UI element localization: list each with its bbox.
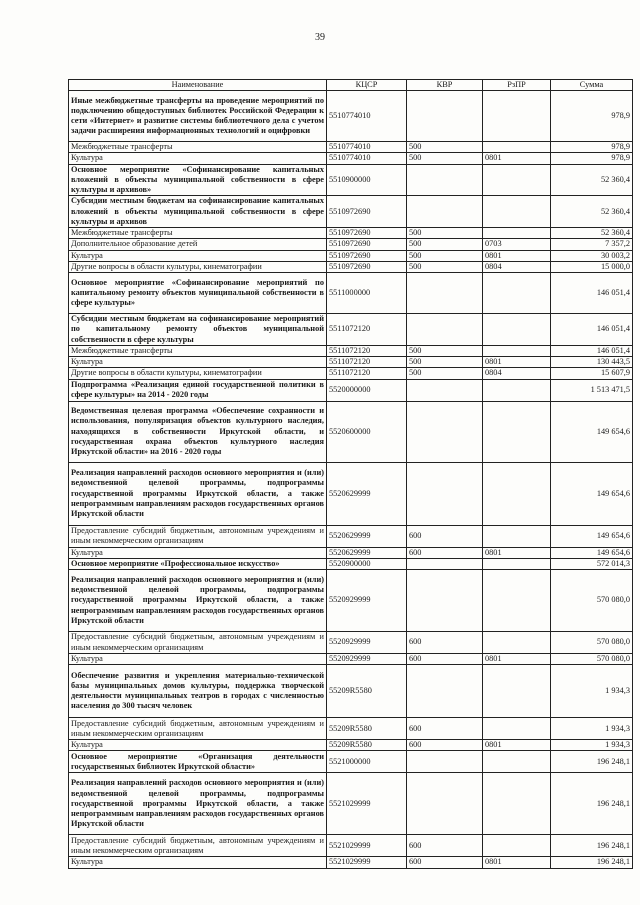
row-rzpr xyxy=(483,773,551,835)
row-kcsr: 5520600000 xyxy=(327,401,407,462)
row-kvr xyxy=(407,665,483,718)
table-row xyxy=(69,91,633,142)
row-kcsr: 5510900000 xyxy=(327,164,407,196)
row-kcsr: 5520629999 xyxy=(327,462,407,525)
row-rzpr xyxy=(483,835,551,857)
row-name: Предоставление субсидий бюджетным, автономным учреждениям и иным некоммерческим организациям xyxy=(69,835,327,857)
row-kcsr: 5510972690 xyxy=(327,261,407,272)
row-name: Предоставление субсидий бюджетным, автономным учреждениям и иным некоммерческим организациям xyxy=(69,632,327,654)
row-rzpr xyxy=(483,462,551,525)
row-kvr: 500 xyxy=(407,250,483,261)
row-rzpr xyxy=(483,346,551,357)
table-row xyxy=(69,654,633,665)
table-row xyxy=(69,740,633,751)
table-row xyxy=(69,835,633,857)
row-name: Культура xyxy=(69,857,327,868)
row-name: Реализация направлений расходов основного мероприятия и (или) ведомственной целевой программы, подпрограммы государственной программы Иркутской области, а также непрограммным направлениям расходов государственных органов Иркутской области xyxy=(69,570,327,632)
row-kvr: 600 xyxy=(407,740,483,751)
row-kcsr: 5520929999 xyxy=(327,632,407,654)
row-kcsr: 5520629999 xyxy=(327,547,407,558)
row-sum: 15 607,9 xyxy=(551,368,633,379)
row-rzpr xyxy=(483,91,551,142)
row-kcsr: 5510774010 xyxy=(327,153,407,164)
header-sum: Сумма xyxy=(551,80,633,91)
row-kvr: 600 xyxy=(407,835,483,857)
row-kvr xyxy=(407,558,483,569)
row-kvr: 500 xyxy=(407,228,483,239)
table-row xyxy=(69,462,633,525)
table-row xyxy=(69,261,633,272)
row-kcsr: 5520629999 xyxy=(327,525,407,547)
row-rzpr xyxy=(483,401,551,462)
row-rzpr xyxy=(483,379,551,401)
row-kvr xyxy=(407,273,483,314)
table-row xyxy=(69,401,633,462)
row-kcsr: 5520929999 xyxy=(327,654,407,665)
row-rzpr xyxy=(483,525,551,547)
row-kvr: 500 xyxy=(407,142,483,153)
row-sum: 130 443,5 xyxy=(551,357,633,368)
header-kcsr: КЦСР xyxy=(327,80,407,91)
row-sum: 1 934,3 xyxy=(551,718,633,740)
row-sum: 570 080,0 xyxy=(551,654,633,665)
row-kcsr: 5520000000 xyxy=(327,379,407,401)
row-name: Культура xyxy=(69,357,327,368)
row-sum: 15 000,0 xyxy=(551,261,633,272)
row-sum: 196 248,1 xyxy=(551,751,633,773)
row-rzpr xyxy=(483,558,551,569)
row-rzpr: 0804 xyxy=(483,261,551,272)
table-row xyxy=(69,570,633,632)
table-row xyxy=(69,718,633,740)
table-row xyxy=(69,164,633,196)
row-rzpr: 0703 xyxy=(483,239,551,250)
row-name: Реализация направлений расходов основного мероприятия и (или) ведомственной целевой программы, подпрограммы государственной программы Иркутской области, а также непрограммным направлениям расходов государственных органов Иркутской области xyxy=(69,462,327,525)
row-kcsr: 5521029999 xyxy=(327,835,407,857)
row-rzpr: 0801 xyxy=(483,357,551,368)
row-kcsr: 5521000000 xyxy=(327,751,407,773)
table-row xyxy=(69,379,633,401)
row-rzpr xyxy=(483,665,551,718)
row-sum: 1 934,3 xyxy=(551,665,633,718)
row-kvr xyxy=(407,314,483,346)
row-rzpr xyxy=(483,718,551,740)
row-sum: 978,9 xyxy=(551,142,633,153)
row-kvr: 500 xyxy=(407,368,483,379)
row-rzpr xyxy=(483,228,551,239)
row-kvr xyxy=(407,164,483,196)
row-kvr: 600 xyxy=(407,525,483,547)
table-row xyxy=(69,142,633,153)
row-kvr xyxy=(407,751,483,773)
table-header-row xyxy=(69,80,633,91)
row-rzpr: 0804 xyxy=(483,368,551,379)
table-row xyxy=(69,547,633,558)
row-sum: 196 248,1 xyxy=(551,773,633,835)
row-kcsr: 5510972690 xyxy=(327,228,407,239)
row-kvr: 600 xyxy=(407,654,483,665)
row-name: Субсидии местным бюджетам на софинансирование капитальных вложений в объекты муниципальной собственности в сфере культуры и архивов xyxy=(69,196,327,228)
row-kcsr: 5521029999 xyxy=(327,857,407,868)
row-kcsr: 5510972690 xyxy=(327,250,407,261)
row-name: Межбюджетные трансферты xyxy=(69,228,327,239)
row-kvr: 600 xyxy=(407,547,483,558)
table-body xyxy=(69,91,633,868)
row-name: Иные межбюджетные трансферты на проведение мероприятий по подключению общедоступных библиотек Российской Федерации к сети «Интернет» и развитие системы библиотечного дела с учетом задачи расширения информационных технологий и оцифровки xyxy=(69,91,327,142)
row-kvr xyxy=(407,379,483,401)
row-name: Культура xyxy=(69,654,327,665)
row-sum: 978,9 xyxy=(551,153,633,164)
row-kcsr: 5511072120 xyxy=(327,346,407,357)
row-sum: 146 051,4 xyxy=(551,314,633,346)
row-sum: 1 934,3 xyxy=(551,740,633,751)
table-row xyxy=(69,665,633,718)
row-kvr xyxy=(407,401,483,462)
row-kcsr: 5510972690 xyxy=(327,239,407,250)
table-row xyxy=(69,196,633,228)
table-row xyxy=(69,250,633,261)
row-name: Культура xyxy=(69,153,327,164)
table-row xyxy=(69,239,633,250)
row-name: Основное мероприятие «Организация деятельности государственных библиотек Иркутской области» xyxy=(69,751,327,773)
row-name: Субсидии местным бюджетам на софинансирование мероприятий по капитальному ремонту объектов муниципальной собственности в сфере культуры xyxy=(69,314,327,346)
row-sum: 52 360,4 xyxy=(551,228,633,239)
table-row xyxy=(69,368,633,379)
row-name: Реализация направлений расходов основного мероприятия и (или) ведомственной целевой программы, подпрограммы государственной программы Иркутской области, а также непрограммным направлениям расходов государственных органов Иркутской области xyxy=(69,773,327,835)
row-kvr: 500 xyxy=(407,346,483,357)
row-name: Дополнительное образование детей xyxy=(69,239,327,250)
row-name: Культура xyxy=(69,547,327,558)
row-kcsr: 5511000000 xyxy=(327,273,407,314)
table-row xyxy=(69,558,633,569)
row-name: Предоставление субсидий бюджетным, автономным учреждениям и иным некоммерческим организациям xyxy=(69,718,327,740)
row-rzpr xyxy=(483,164,551,196)
row-name: Основное мероприятие «Софинансирование мероприятий по капитальному ремонту объектов муниципальной собственности в сфере культуры» xyxy=(69,273,327,314)
row-kcsr: 55209R5580 xyxy=(327,718,407,740)
row-sum: 1 513 471,5 xyxy=(551,379,633,401)
table-row xyxy=(69,357,633,368)
row-kcsr: 5511072120 xyxy=(327,368,407,379)
row-sum: 146 051,4 xyxy=(551,346,633,357)
row-sum: 570 080,0 xyxy=(551,632,633,654)
row-kvr xyxy=(407,462,483,525)
row-name: Предоставление субсидий бюджетным, автономным учреждениям и иным некоммерческим организациям xyxy=(69,525,327,547)
row-kvr: 500 xyxy=(407,239,483,250)
row-rzpr: 0801 xyxy=(483,153,551,164)
row-name: Межбюджетные трансферты xyxy=(69,346,327,357)
row-kvr: 500 xyxy=(407,357,483,368)
row-rzpr xyxy=(483,632,551,654)
row-rzpr xyxy=(483,751,551,773)
row-sum: 7 357,2 xyxy=(551,239,633,250)
table-row xyxy=(69,751,633,773)
row-rzpr: 0801 xyxy=(483,654,551,665)
row-rzpr: 0801 xyxy=(483,740,551,751)
table-row xyxy=(69,857,633,868)
row-name: Основное мероприятие «Профессиональное искусство» xyxy=(69,558,327,569)
table-row xyxy=(69,314,633,346)
row-sum: 149 654,6 xyxy=(551,401,633,462)
row-kcsr: 5510774010 xyxy=(327,91,407,142)
row-name: Другие вопросы в области культуры, кинематографии xyxy=(69,368,327,379)
row-kvr: 500 xyxy=(407,153,483,164)
row-rzpr xyxy=(483,314,551,346)
row-kcsr: 5520929999 xyxy=(327,570,407,632)
row-sum: 196 248,1 xyxy=(551,857,633,868)
row-kvr xyxy=(407,570,483,632)
row-sum: 149 654,6 xyxy=(551,547,633,558)
row-name: Культура xyxy=(69,250,327,261)
row-kcsr: 5510774010 xyxy=(327,142,407,153)
table-row xyxy=(69,346,633,357)
row-name: Межбюджетные трансферты xyxy=(69,142,327,153)
row-name: Культура xyxy=(69,740,327,751)
row-rzpr xyxy=(483,273,551,314)
row-kcsr: 5510972690 xyxy=(327,196,407,228)
table-row xyxy=(69,525,633,547)
row-rzpr: 0801 xyxy=(483,547,551,558)
row-kvr: 500 xyxy=(407,261,483,272)
row-kcsr: 5511072120 xyxy=(327,357,407,368)
row-name: Другие вопросы в области культуры, кинематографии xyxy=(69,261,327,272)
row-sum: 978,9 xyxy=(551,91,633,142)
row-name: Ведомственная целевая программа «Обеспечение сохранности и использования, популяризация объектов культурного наследия, находящихся в собственности Иркутской области, и государственная охрана объектов культурного наследия Иркутской области» на 2016 - 2020 годы xyxy=(69,401,327,462)
row-kvr: 600 xyxy=(407,718,483,740)
row-sum: 572 014,3 xyxy=(551,558,633,569)
row-kvr xyxy=(407,91,483,142)
row-sum: 196 248,1 xyxy=(551,835,633,857)
row-rzpr: 0801 xyxy=(483,250,551,261)
table-row xyxy=(69,632,633,654)
row-kcsr: 55209R5580 xyxy=(327,665,407,718)
row-sum: 30 003,2 xyxy=(551,250,633,261)
row-rzpr xyxy=(483,196,551,228)
table-row xyxy=(69,153,633,164)
row-kvr xyxy=(407,773,483,835)
row-kvr: 600 xyxy=(407,857,483,868)
row-sum: 146 051,4 xyxy=(551,273,633,314)
table-row xyxy=(69,273,633,314)
row-name: Обеспечение развития и укрепления материально-технической базы муниципальных домов культуры, поддержка творческой деятельности муниципальных театров в городах с численностью населения до 300 тысяч человек xyxy=(69,665,327,718)
row-rzpr: 0801 xyxy=(483,857,551,868)
row-kcsr: 5520900000 xyxy=(327,558,407,569)
row-kvr: 600 xyxy=(407,632,483,654)
row-kcsr: 55209R5580 xyxy=(327,740,407,751)
row-rzpr xyxy=(483,570,551,632)
table-row xyxy=(69,228,633,239)
header-name: Наименование xyxy=(69,80,327,91)
row-sum: 52 360,4 xyxy=(551,164,633,196)
row-kvr xyxy=(407,196,483,228)
row-name: Основное мероприятие «Софинансирование капитальных вложений в объекты муниципальной собственности в сфере культуры и архивов» xyxy=(69,164,327,196)
row-name: Подпрограмма «Реализация единой государственной политики в сфере культуры» на 2014 - 2020 годы xyxy=(69,379,327,401)
header-kvr: КВР xyxy=(407,80,483,91)
table-row xyxy=(69,773,633,835)
row-sum: 149 654,6 xyxy=(551,525,633,547)
row-kcsr: 5511072120 xyxy=(327,314,407,346)
row-rzpr xyxy=(483,142,551,153)
row-sum: 570 080,0 xyxy=(551,570,633,632)
budget-table xyxy=(68,79,633,869)
row-sum: 149 654,6 xyxy=(551,462,633,525)
row-sum: 52 360,4 xyxy=(551,196,633,228)
header-rzpr: РзПР xyxy=(483,80,551,91)
row-kcsr: 5521029999 xyxy=(327,773,407,835)
page-number: 39 xyxy=(315,32,325,43)
